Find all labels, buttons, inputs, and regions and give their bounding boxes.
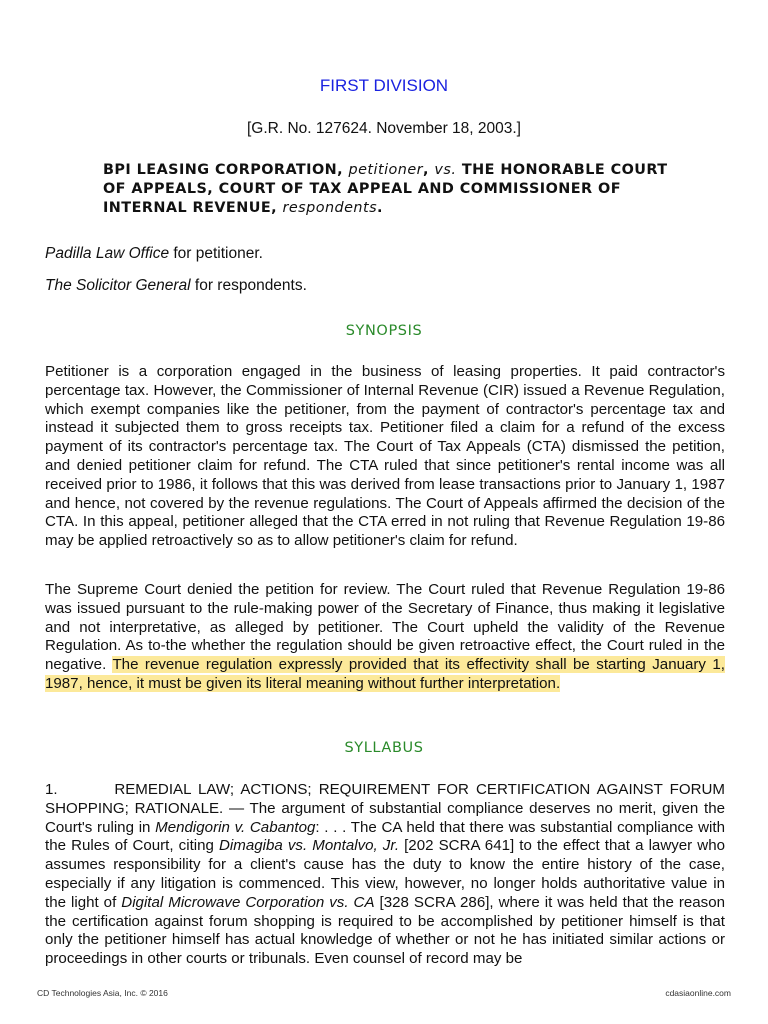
case-parties: BPI LEASING CORPORATION, petitioner, vs. THE HONORABLE COURT OF APPEALS, COURT OF TAX APPEAL AND COMMISSIONER OF INTERNAL REVENUE, respondents. [103,162,668,216]
syllabus-text-2: : . . . The CA held that there was substantial compliance with the Rules of Court, citing [45,818,725,855]
footer-copyright: CD Technologies Asia, Inc. © 2016 [37,988,168,998]
respondents-role: respondents [282,200,378,216]
case-citation-2: Dimagiba vs. Montalvo, Jr. [219,837,400,855]
synopsis-paragraph-2 [45,581,725,694]
syllabus-text-1: REMEDIAL LAW; ACTIONS; REQUIREMENT FOR CERTIFICATION AGAINST FORUM SHOPPING; RATIONALE. — The argument of substantial compliance deserves no merit, given the Court's ruling in [45,781,725,836]
petitioner-role: petitioner [348,162,424,178]
synopsis-heading: SYNOPSIS [345,323,423,339]
division-title: FIRST DIVISION [319,76,449,95]
syllabus-text-3: [202 SCRA 641] to the effect that a lawyer who assumes responsibility for a client's cause has the duty to know the entire history of the case, especially if any litigation is commenced. This view, however, no longer holds authoritative value in the light of [45,837,725,911]
respondents-names: THE HONORABLE COURT OF APPEALS, COURT OF TAX APPEAL AND COMMISSIONER OF INTERNAL REVENUE [103,162,668,216]
highlighted-text: The revenue regulation expressly provided that its effectivity shall be starting January 1, 1987, hence, it must be given its literal meaning without further interpretation. [45,656,725,692]
synopsis-paragraph-1: Petitioner is a corporation engaged in the business of leasing properties. It paid contractor's percentage tax. However, the Commissioner of Internal Revenue (CIR) issued a Revenue Regulation, which exempt companies like the petitioner, from the payment of contractor's percentage tax and instead it subjected them to gross receipts tax. Petitioner filed a claim for a refund of the excess payment of its contractor's percentage tax. The Court of Tax Appeals (CTA) dismissed the petition, and denied petitioner claim for refund. The CTA ruled that since petitioner's rental income was all received prior to 1986, it follows that this was derived from lease transactions prior to January 1, 1987 and hence, not covered by the revenue regulations. The Court of Appeals affirmed the decision of the CTA. In this appeal, petitioner alleged that the CTA erred in not ruling that Revenue Regulation 19-86 may be applied retroactively so as to allow petitioner's claim for refund. [45,363,725,550]
case-citation-3: Digital Microwave Corporation vs. CA [121,893,375,911]
syllabus-text-4: [328 SCRA 286], where it was held that the reason the certification against forum shopping is required to be accomplished by petitioner himself is that only the petitioner himself has actual knowledge of whether or not he has initiated similar actions or proceedings in other courts or tribunals. Even counsel of record may be [45,893,726,968]
syllabus-item-1 [45,781,725,969]
versus-label: vs. [434,162,457,178]
syllabus-heading: SYLLABUS [344,740,424,756]
counsel-petitioner [45,245,263,263]
counsel-respondents [45,277,307,295]
footer-website: cdasiaonline.com [665,988,731,998]
petitioner-name: BPI LEASING CORPORATION [103,162,338,178]
synopsis-paragraph-2-text: The Supreme Court denied the petition for review. The Court ruled that Revenue Regulation 19-86 was issued pursuant to the rule-making power of the Secretary of Finance, thus making it legislative and not interpretative, as alleged by petitioner. The Court upheld the validity of the Revenue Regulation. As to-the whether the regulation should be given retroactive effect, the Court ruled in the negative. [45,581,725,674]
case-citation-1: Mendigorin v. Cabantog [155,818,316,836]
counsel-role: for petitioner. [169,245,263,262]
counsel-name: The Solicitor General [45,277,191,294]
counsel-name: Padilla Law Office [45,245,170,262]
counsel-role: for respondents. [190,277,307,294]
case-number: [G.R. No. 127624. November 18, 2003.] [247,120,521,137]
item-number: 1. [45,781,58,798]
